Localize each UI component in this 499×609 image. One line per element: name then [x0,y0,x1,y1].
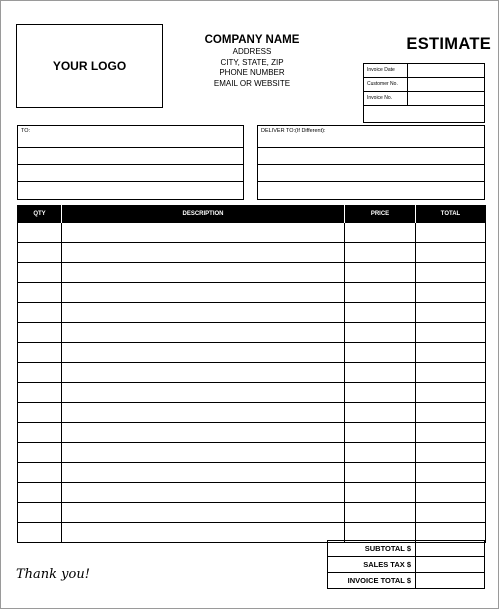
qty-cell[interactable] [18,463,62,483]
qty-cell[interactable] [18,523,62,543]
description-cell[interactable] [62,283,345,303]
sales-tax-field[interactable] [416,557,484,572]
total-cell[interactable] [416,423,486,443]
deliver-address-line[interactable] [258,182,484,196]
description-cell[interactable] [62,503,345,523]
description-cell[interactable] [62,443,345,463]
price-cell[interactable] [345,383,416,403]
total-cell[interactable] [416,223,486,243]
table-row [18,223,486,243]
qty-cell[interactable] [18,243,62,263]
total-cell[interactable] [416,323,486,343]
qty-cell[interactable] [18,343,62,363]
table-row [18,263,486,283]
price-cell[interactable] [345,483,416,503]
invoice-number-label: Invoice No. [364,92,408,105]
sales-tax-label: SALES TAX $ [328,557,416,572]
total-cell[interactable] [416,363,486,383]
description-cell[interactable] [62,303,345,323]
to-address-line[interactable] [18,182,243,196]
table-header-row [18,206,486,223]
price-cell[interactable] [345,423,416,443]
price-cell[interactable] [345,363,416,383]
deliver-address-line[interactable] [258,148,484,165]
invoice-date-row [364,64,484,78]
qty-cell[interactable] [18,503,62,523]
deliver-to-address-box [257,125,485,200]
description-cell[interactable] [62,343,345,363]
description-cell[interactable] [62,523,345,543]
total-cell[interactable] [416,303,486,323]
price-cell[interactable] [345,263,416,283]
price-cell[interactable] [345,443,416,463]
total-cell[interactable] [416,383,486,403]
company-phone: PHONE NUMBER [219,68,285,77]
to-address-line[interactable] [18,165,243,182]
subtotal-label: SUBTOTAL $ [328,541,416,556]
price-cell[interactable] [345,503,416,523]
total-cell[interactable] [416,503,486,523]
description-cell[interactable] [62,223,345,243]
invoice-number-field[interactable] [408,92,484,105]
description-cell[interactable] [62,423,345,443]
customer-number-row [364,78,484,92]
table-row [18,443,486,463]
total-cell[interactable] [416,443,486,463]
table-row [18,343,486,363]
totals-box [327,540,485,589]
price-cell[interactable] [345,243,416,263]
invoice-date-label: Invoice Date [364,64,408,77]
total-header: TOTAL [416,206,486,223]
qty-cell[interactable] [18,443,62,463]
invoice-number-row [364,92,484,106]
table-row [18,383,486,403]
description-cell[interactable] [62,263,345,283]
line-items-table [17,205,486,543]
logo-placeholder [16,24,163,108]
price-cell[interactable] [345,403,416,423]
qty-cell[interactable] [18,423,62,443]
company-name: COMPANY NAME [204,34,300,46]
total-cell[interactable] [416,483,486,503]
description-cell[interactable] [62,323,345,343]
deliver-address-line[interactable] [258,165,484,182]
description-header: DESCRIPTION [62,206,345,223]
qty-cell[interactable] [18,223,62,243]
price-cell[interactable] [345,303,416,323]
description-cell[interactable] [62,483,345,503]
price-header: PRICE [345,206,416,223]
line-items-body [18,223,486,543]
invoice-info-box [363,63,485,123]
subtotal-row [328,540,484,556]
description-cell[interactable] [62,403,345,423]
qty-cell[interactable] [18,483,62,503]
to-address-box [17,125,244,200]
to-label: TO: [18,126,243,148]
customer-number-label: Customer No. [364,78,408,91]
table-row [18,503,486,523]
qty-cell[interactable] [18,323,62,343]
qty-cell[interactable] [18,303,62,323]
description-cell[interactable] [62,463,345,483]
price-cell[interactable] [345,323,416,343]
table-row [18,483,486,503]
description-cell[interactable] [62,383,345,403]
info-blank-row [364,106,484,122]
total-cell[interactable] [416,283,486,303]
table-row [18,403,486,423]
table-row [18,283,486,303]
price-cell[interactable] [345,223,416,243]
invoice-total-field[interactable] [416,573,484,588]
price-cell[interactable] [345,283,416,303]
table-row [18,243,486,263]
price-cell[interactable] [345,343,416,363]
company-city-state-zip: CITY, STATE, ZIP [220,57,284,67]
qty-cell[interactable] [18,383,62,403]
company-email-website: EMAIL OR WEBSITE [213,78,291,88]
deliver-to-label: DELIVER TO:(If Different): [258,126,484,148]
total-cell[interactable] [416,263,486,283]
qty-cell[interactable] [18,263,62,283]
logo-text: YOUR LOGO [52,59,127,73]
customer-number-field[interactable] [408,78,484,91]
qty-cell[interactable] [18,283,62,303]
total-cell[interactable] [416,343,486,363]
invoice-total-label: INVOICE TOTAL $ [328,573,416,588]
description-cell[interactable] [62,363,345,383]
table-row [18,423,486,443]
company-address: ADDRESS [232,47,272,56]
document-title: ESTIMATE [406,35,491,53]
total-cell[interactable] [416,243,486,263]
table-row [18,463,486,483]
thank-you-note: Thank you! [16,567,90,582]
invoice-total-row [328,572,484,588]
sales-tax-row [328,556,484,572]
table-row [18,323,486,343]
description-cell[interactable] [62,243,345,263]
invoice-date-field[interactable] [408,64,484,77]
to-address-line[interactable] [18,148,243,165]
table-row [18,303,486,323]
total-cell[interactable] [416,463,486,483]
company-block [171,33,333,89]
table-row [18,363,486,383]
qty-cell[interactable] [18,363,62,383]
qty-header: QTY [18,206,62,223]
total-cell[interactable] [416,403,486,423]
subtotal-field[interactable] [416,541,484,556]
qty-cell[interactable] [18,403,62,423]
price-cell[interactable] [345,463,416,483]
